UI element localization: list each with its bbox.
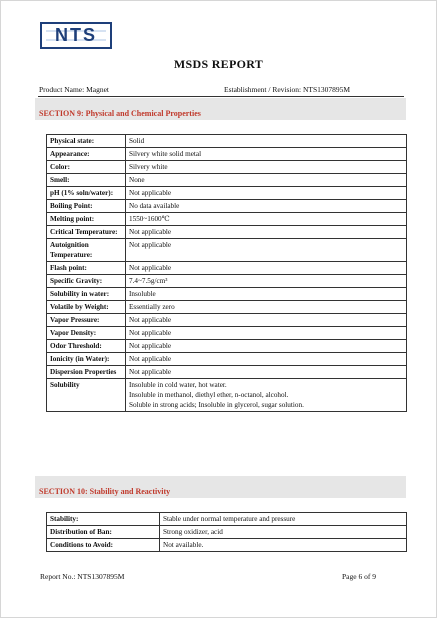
property-value: Silvery white solid metal	[126, 148, 407, 161]
property-label: Boiling Point:	[47, 200, 126, 213]
property-value: Not applicable	[126, 226, 407, 239]
table-row	[47, 187, 407, 200]
property-value: Not applicable	[126, 187, 407, 200]
table-row	[47, 340, 407, 353]
property-value: Insoluble	[126, 288, 407, 301]
table-row	[47, 200, 407, 213]
property-label: Color:	[47, 161, 126, 174]
property-label: Solubility in water:	[47, 288, 126, 301]
table-row	[47, 366, 407, 379]
solubility-value	[126, 379, 407, 412]
property-value: 1550~1600℃	[126, 213, 407, 226]
property-label: Solubility	[47, 379, 126, 412]
page-number: Page 6 of 9	[342, 572, 376, 581]
property-label: Flash point:	[47, 262, 126, 275]
property-label: Distribution of Ban:	[47, 526, 160, 539]
property-value: None	[126, 174, 407, 187]
property-label: pH (1% soln/water):	[47, 187, 126, 200]
property-value: Strong oxidizer, acid	[160, 526, 407, 539]
property-label: Odor Threshold:	[47, 340, 126, 353]
table-row	[47, 148, 407, 161]
table-row	[47, 353, 407, 366]
property-value: No data available	[126, 200, 407, 213]
table-row	[47, 275, 407, 288]
property-value: Essentially zero	[126, 301, 407, 314]
property-value: Not applicable	[126, 366, 407, 379]
stability-table	[46, 512, 407, 552]
table-row	[47, 513, 407, 526]
nts-logo	[40, 22, 112, 49]
table-row	[47, 379, 407, 412]
property-label: Stability:	[47, 513, 160, 526]
physical-properties-table	[46, 134, 407, 412]
property-label: Autoignition Temperature:	[47, 239, 126, 262]
property-label: Ionicity (in Water):	[47, 353, 126, 366]
table-row	[47, 174, 407, 187]
solubility-line: Insoluble in methanol, diethyl ether, n-octanol, alcohol.	[129, 391, 289, 399]
property-value: Not applicable	[126, 314, 407, 327]
table-row	[47, 161, 407, 174]
logo-text: NTS	[55, 25, 97, 45]
section-9-title: SECTION 9: Physical and Chemical Properties	[39, 109, 201, 118]
section-10-title: SECTION 10: Stability and Reactivity	[39, 487, 171, 496]
property-value: 7.4~7.5g/cm³	[126, 275, 407, 288]
meta-row	[38, 85, 404, 97]
solubility-line: Insoluble in cold water, hot water.	[129, 381, 227, 389]
product-name: Product Name: Magnet	[39, 85, 109, 94]
property-value: Not applicable	[126, 239, 407, 262]
property-label: Critical Temperature:	[47, 226, 126, 239]
table-row	[47, 314, 407, 327]
property-label: Smell:	[47, 174, 126, 187]
table-row	[47, 213, 407, 226]
page-title: MSDS REPORT	[173, 57, 264, 71]
section-9-header	[35, 98, 406, 120]
table-row	[47, 226, 407, 239]
property-label: Specific Gravity:	[47, 275, 126, 288]
property-label: Conditions to Avoid:	[47, 539, 160, 552]
property-label: Volatile by Weight:	[47, 301, 126, 314]
property-label: Melting point:	[47, 213, 126, 226]
report-number: Report No.: NTS1307895M	[40, 572, 125, 581]
property-value: Not applicable	[126, 340, 407, 353]
table-row	[47, 288, 407, 301]
property-label: Vapor Pressure:	[47, 314, 126, 327]
property-value: Stable under normal temperature and pressure	[160, 513, 407, 526]
property-label: Physical state:	[47, 135, 126, 148]
solubility-line: Soluble in strong acids; Insoluble in glycerol, sugar solution.	[129, 401, 304, 409]
table-row	[47, 262, 407, 275]
property-value: Silvery white	[126, 161, 407, 174]
property-label: Appearance:	[47, 148, 126, 161]
property-label: Dispersion Properties	[47, 366, 126, 379]
section-10-header	[35, 476, 406, 498]
property-label: Vapor Density:	[47, 327, 126, 340]
table-row	[47, 539, 407, 552]
table-row	[47, 135, 407, 148]
property-value: Not applicable	[126, 327, 407, 340]
table-row	[47, 301, 407, 314]
property-value: Not available.	[160, 539, 407, 552]
property-value: Not applicable	[126, 262, 407, 275]
property-value: Solid	[126, 135, 407, 148]
table-row	[47, 239, 407, 262]
table-row	[47, 327, 407, 340]
table-row	[47, 526, 407, 539]
property-value: Not applicable	[126, 353, 407, 366]
establishment-revision: Establishment / Revision: NTS1307895M	[224, 85, 351, 94]
